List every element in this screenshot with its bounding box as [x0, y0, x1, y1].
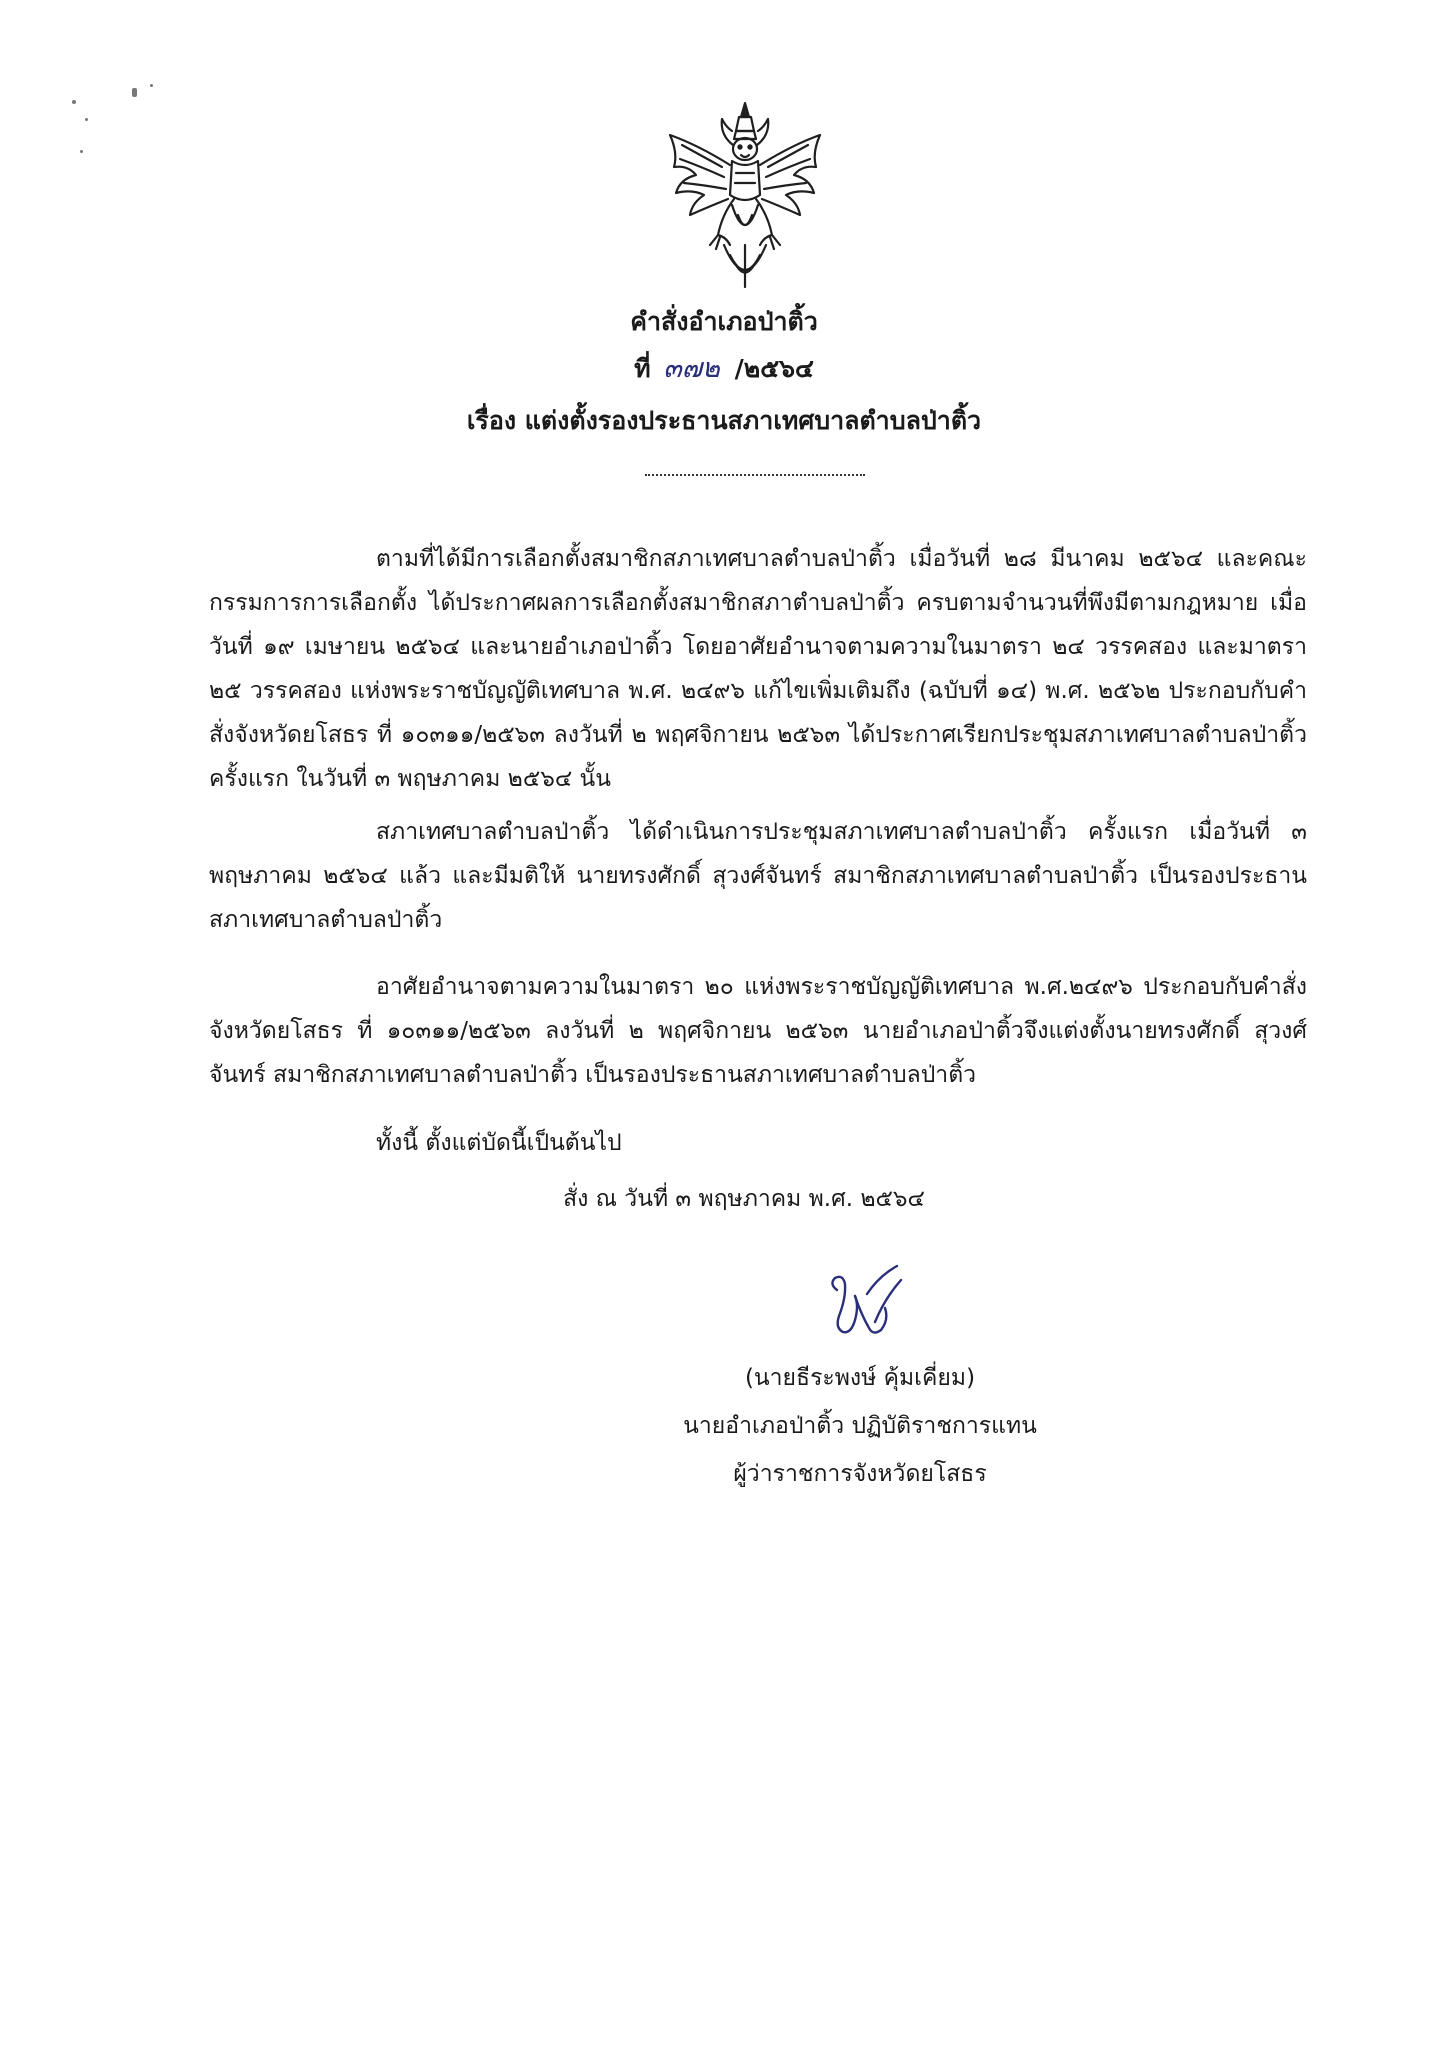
- body-paragraph: สภาเทศบาลตำบลป่าติ้ว ได้ดำเนินการประชุมสภาเทศบาลตำบลป่าติ้ว ครั้งแรก เมื่อวันที่ ๓ พฤษภาคม ๒๕๖๔ แล้ว และมีมติให้ นายทรงศักดิ์ สุวงศ์จันทร์ สมาชิกสภาเทศบาลตำบลป่าติ้ว เป็นรองประธานสภาเทศบาลตำบลป่าติ้ว: [209, 819, 1307, 933]
- scan-speck: [85, 118, 88, 121]
- body-paragraph: ตามที่ได้มีการเลือกตั้งสมาชิกสภาเทศบาลตำบลป่าติ้ว เมื่อวันที่ ๒๘ มีนาคม ๒๕๖๔ และคณะกรรมการการเลือกตั้ง ได้ประกาศผลการเลือกตั้งสมาชิกสภาตำบลป่าติ้ว ครบตามจำนวนที่พึงมีตามกฎหมาย เมื่อวันที่ ๑๙ เมษายน ๒๕๖๔ และนายอำเภอป่าติ้ว โดยอาศัยอำนาจตามความในมาตรา ๒๔ วรรคสอง และมาตรา ๒๕ วรรคสอง แห่งพระราชบัญญัติเทศบาล พ.ศ. ๒๔๙๖ แก้ไขเพิ่มเติมถึง (ฉบับที่ ๑๔) พ.ศ. ๒๕๖๒ ประกอบกับคำสั่งจังหวัดยโสธร ที่ ๑๐๓๑๑/๒๕๖๓ ลงวันที่ ๒ พฤศจิกายน ๒๕๖๓ ได้ประกาศเรียกประชุมสภาเทศบาลตำบลป่าติ้ว ครั้งแรก ในวันที่ ๓ พฤษภาคม ๒๕๖๔ นั้น: [209, 546, 1307, 792]
- issued-date: สั่ง ณ วันที่ ๓ พฤษภาคม พ.ศ. ๒๕๖๔: [563, 1186, 925, 1212]
- order-number: [0, 352, 1448, 386]
- order-subject: เรื่อง แต่งตั้งรองประธานสภาเทศบาลตำบลป่าติ้ว: [466, 406, 982, 435]
- scan-speck: [150, 84, 153, 87]
- scan-speck: [132, 88, 137, 97]
- order-number-year: /๒๕๖๔: [734, 354, 814, 383]
- order-number-handwritten: ๓๗๒: [663, 353, 720, 384]
- order-number-prefix: ที่: [634, 354, 651, 383]
- signer-name: (นายธีระพงษ์ คุ้มเคี่ยม): [744, 1365, 976, 1391]
- scan-speck: [80, 150, 83, 153]
- signer-acting-for: ผู้ว่าราชการจังหวัดยโสธร: [733, 1461, 987, 1487]
- garuda-emblem-icon: [660, 95, 830, 290]
- signer-position: นายอำเภอป่าติ้ว ปฏิบัติราชการแทน: [683, 1413, 1037, 1439]
- scan-speck: [72, 100, 76, 104]
- body-paragraph: อาศัยอำนาจตามความในมาตรา ๒๐ แห่งพระราชบัญญัติเทศบาล พ.ศ.๒๔๙๖ ประกอบกับคำสั่งจังหวัดยโสธร ที่ ๑๐๓๑๑/๒๕๖๓ ลงวันที่ ๒ พฤศจิกายน ๒๕๖๓ นายอำเภอป่าติ้วจึงแต่งตั้งนายทรงศักดิ์ สุวงศ์จันทร์ สมาชิกสภาเทศบาลตำบลป่าติ้ว เป็นรองประธานสภาเทศบาลตำบลป่าติ้ว: [209, 974, 1307, 1088]
- order-title: คำสั่งอำเภอป่าติ้ว: [630, 307, 818, 336]
- handwritten-signature: [815, 1258, 910, 1348]
- body-paragraph: ทั้งนี้ ตั้งแต่บัดนี้เป็นต้นไป: [376, 1130, 622, 1156]
- dotted-divider: [645, 470, 865, 476]
